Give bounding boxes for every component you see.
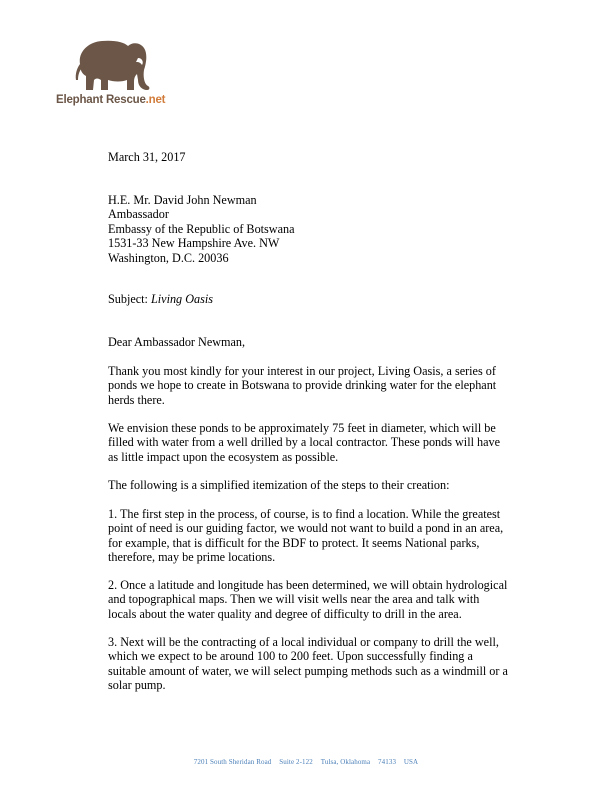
step-paragraph: 2. Once a latitude and longitude has been determined, we will obtain hydrological and topographical maps. Then we will visit wells near the area and talk with locals about the water quality and degree of difficulty to drill in the area. xyxy=(108,578,508,621)
subject-label: Subject: xyxy=(108,292,151,306)
footer-zip: 74133 xyxy=(378,758,397,766)
recipient-city: Washington, D.C. 20036 xyxy=(108,250,229,265)
elephant-icon xyxy=(72,34,152,92)
logo-brand: Elephant Rescue xyxy=(56,94,146,106)
subject-value: Living Oasis xyxy=(151,292,213,306)
logo xyxy=(54,34,166,110)
recipient-organization: Embassy of the Republic of Botswana xyxy=(108,221,295,236)
step-paragraph: 3. Next will be the contracting of a local individual or company to drill the well, which we expect to be around 100 to 200 feet. Upon successfully finding a suitable amount of water, we will select pumping methods such as a windmill or a solar pump. xyxy=(108,635,508,693)
footer-address xyxy=(0,758,612,766)
body-paragraph: We envision these ponds to be approximately 75 feet in diameter, which will be filled with water from a well drilled by a local contractor. These ponds will have as little impact upon the ecosystem as possible. xyxy=(108,421,501,464)
recipient-name: H.E. Mr. David John Newman xyxy=(108,193,257,207)
footer-country: USA xyxy=(403,758,419,766)
footer-suite: Suite 2-122 xyxy=(279,758,313,766)
footer-city: Tulsa, Oklahoma xyxy=(320,758,371,766)
logo-text xyxy=(56,94,165,106)
subject-line xyxy=(108,292,508,306)
body-paragraph: The following is a simplified itemization of the steps to their creation: xyxy=(108,478,450,492)
footer-street: 7201 South Sheridan Road xyxy=(193,758,272,766)
salutation: Dear Ambassador Newman, xyxy=(108,335,246,349)
recipient-street: 1531-33 New Hampshire Ave. NW xyxy=(108,236,280,251)
body-paragraph: Thank you most kindly for your interest in our project, Living Oasis, a series of ponds we hope to create in Botswana to provide drinking water for the elephant herds there. xyxy=(108,364,497,407)
letter-date: March 31, 2017 xyxy=(108,150,186,164)
recipient-address xyxy=(108,193,508,265)
recipient-title: Ambassador xyxy=(108,207,169,222)
step-paragraph: 1. The first step in the process, of course, is to find a location. While the greatest point of need is our guiding factor, we would not want to build a pond in an area, for example, that is difficult for the BDF to protect. It seems National parks, therefore, may be prime locations. xyxy=(108,507,504,565)
logo-suffix: .net xyxy=(145,94,166,106)
